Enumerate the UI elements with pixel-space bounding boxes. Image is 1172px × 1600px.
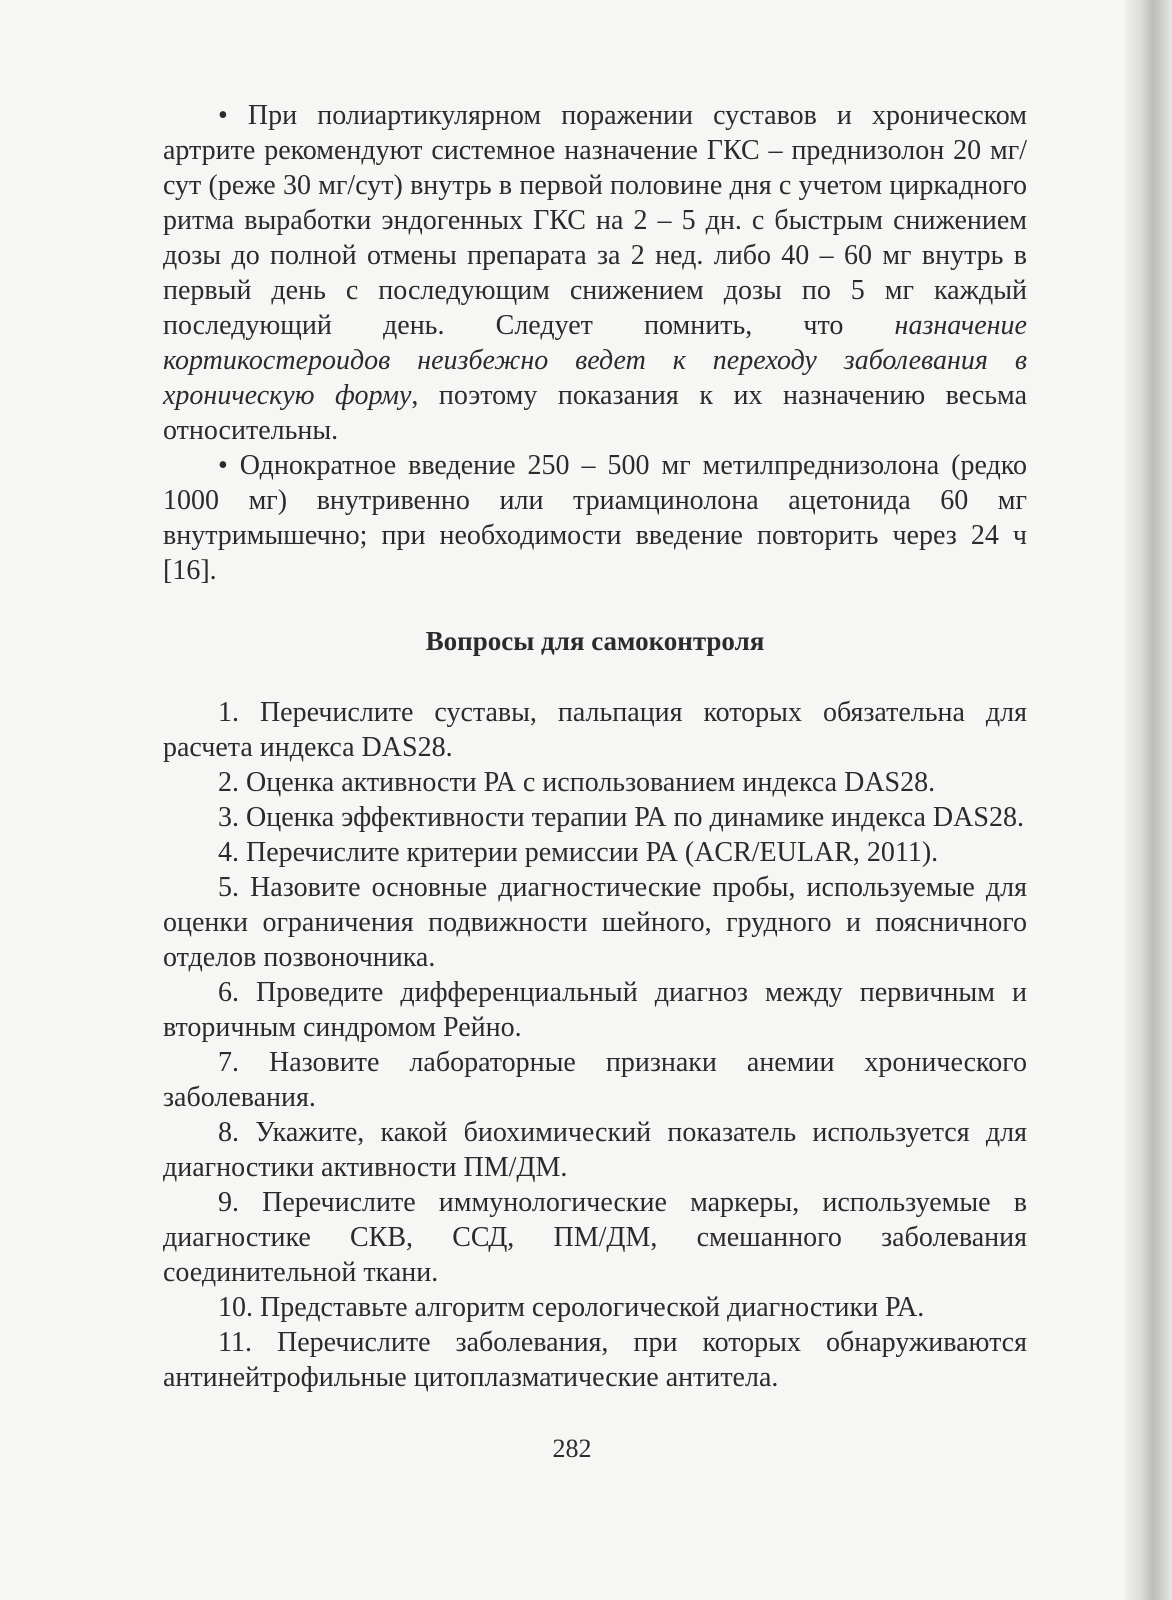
question-item: 3. Оценка эффективности терапии РА по динамике индекса DAS28. — [218, 802, 1024, 833]
page-number: 282 — [552, 1434, 592, 1463]
page-content — [163, 98, 1027, 1395]
page-binding-shadow — [1124, 0, 1172, 1600]
question-item: 2. Оценка активности РА с использованием индекса DAS28. — [218, 767, 936, 798]
question-item: 11. Перечислите заболевания, при которых обнаруживаются антинейтрофильные цитоплазматические антитела. — [163, 1327, 1027, 1393]
paragraph-text: • Однократное введение 250 – 500 мг метилпреднизолона (редко 1000 мг) внутривенно или триамцинолона ацетонида 60 мг внутримышечно; при необходимости введение повторить через 24 ч [16]. — [163, 450, 1027, 586]
question-item: 8. Укажите, какой биохимический показатель используется для диагностики активности ПМ/ДМ. — [163, 1117, 1027, 1183]
question-item: 9. Перечислите иммунологические маркеры, используемые в диагностике СКВ, ССД, ПМ/ДМ, смешанного заболевания соединительной ткани. — [163, 1187, 1027, 1288]
paragraph-text: , поэтому показания к их назначению весьма относительны. — [163, 380, 1028, 446]
question-item: 1. Перечислите суставы, пальпация которых обязательна для расчета индекса DAS28. — [163, 697, 1027, 763]
question-item: 10. Представьте алгоритм серологической диагностики РА. — [218, 1292, 925, 1323]
paragraph-italic-text: назначение кортикостероидов неизбежно ведет к переходу заболевания в хроническую форму — [163, 310, 1027, 411]
section-heading: Вопросы для самоконтроля — [425, 626, 765, 656]
questions-list — [163, 695, 1027, 1395]
paragraph-text: • При полиартикулярном поражении суставов и хроническом артрите рекомендуют системное назначение ГКС – преднизолон 20 мг/сут (реже 30 мг/сут) внутрь в первой половине дня с учетом циркадного ритма выработки эндогенных ГКС на 2 – 5 дн. с быстрым снижением дозы до полной отмены препарата за 2 нед. либо 40 – 60 мг внутрь в первый день с последующим снижением дозы по 5 мг каждый последующий день. Следует помнить, что — [163, 100, 1027, 341]
question-item: 4. Перечислите критерии ремиссии РА (ACR/EULAR, 2011). — [218, 837, 939, 868]
question-item: 5. Назовите основные диагностические пробы, используемые для оценки ограничения подвижности шейного, грудного и поясничного отделов позвоночника. — [163, 872, 1027, 973]
paragraph-single-dose — [163, 448, 1027, 588]
paragraph-polyarticular — [163, 98, 1027, 448]
question-item: 7. Назовите лабораторные признаки анемии хронического заболевания. — [163, 1047, 1027, 1113]
question-item: 6. Проведите дифференциальный диагноз между первичным и вторичным синдромом Рейно. — [163, 977, 1027, 1043]
